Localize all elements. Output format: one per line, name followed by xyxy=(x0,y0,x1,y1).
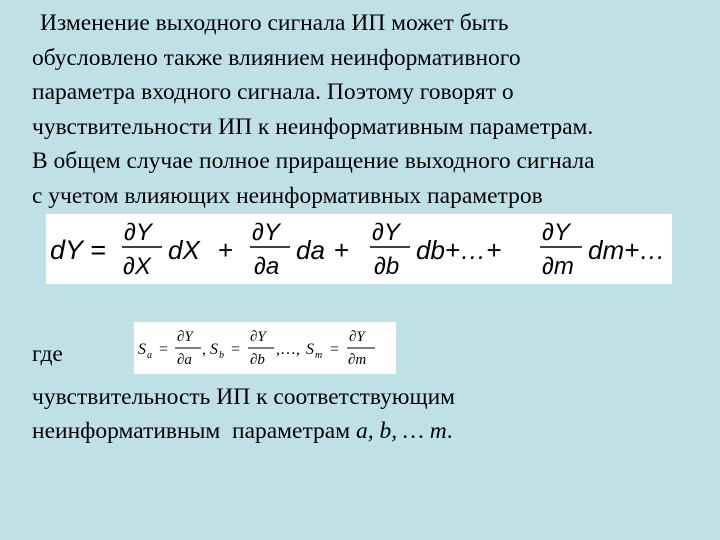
text-line: параметра входного сигнала. Поэтому говорят о xyxy=(32,79,514,105)
total-increment-formula xyxy=(46,214,672,284)
sens-numerator: ∂Y xyxy=(177,329,193,345)
sensitivity-subscript: a xyxy=(147,350,152,361)
equals-sign: = xyxy=(159,341,169,358)
plus-sign: + xyxy=(218,235,234,265)
term-numerator: ∂Y xyxy=(542,219,570,246)
sensitivity-description xyxy=(32,380,712,448)
term-denominator: ∂m xyxy=(542,253,574,280)
sensitivity-symbol: S xyxy=(138,341,146,358)
sens-numerator: ∂Y xyxy=(250,329,266,345)
text-line: В общем случае полное приращение выходного сигнала xyxy=(32,148,595,174)
sens-numerator: ∂Y xyxy=(349,329,365,345)
text-prefix: неинформативным параметрам xyxy=(32,418,356,444)
text-line: обусловлено также влиянием неинформативного xyxy=(32,44,521,71)
formula-term xyxy=(370,219,501,280)
term-denominator: ∂X xyxy=(123,253,151,280)
equals-sign: = xyxy=(330,341,340,358)
text-line: чувствительности ИП к неинформативным параметрам. xyxy=(32,113,594,140)
parameter-list: a, b, … m xyxy=(355,418,447,444)
term-denominator: ∂b xyxy=(374,253,400,280)
text-line: Изменение выходного сигнала ИП может быть xyxy=(40,10,509,36)
term-numerator: ∂Y xyxy=(252,219,280,246)
equals-sign: = xyxy=(231,341,241,358)
term-differential: da xyxy=(296,235,325,265)
sens-denominator: ∂a xyxy=(177,352,192,368)
term-numerator: ∂Y xyxy=(124,219,152,246)
separator: ,…, xyxy=(276,341,300,358)
text-line xyxy=(32,414,712,448)
sensitivity-symbol: S xyxy=(306,341,314,358)
term-numerator: ∂Y xyxy=(372,219,400,246)
sensitivity-formula xyxy=(134,322,396,374)
term-denominator: ∂a xyxy=(254,253,280,280)
sensitivity-item xyxy=(306,329,375,368)
intro-paragraph xyxy=(32,6,712,213)
formula-term xyxy=(250,219,349,280)
formula-term xyxy=(122,219,233,280)
text-line: чувствительность ИП к соответствующим xyxy=(32,384,456,410)
term-differential: dm+… xyxy=(588,235,666,265)
separator: , xyxy=(202,341,206,358)
term-differential: db+…+ xyxy=(416,235,502,265)
sensitivity-subscript: m xyxy=(315,350,323,361)
term-differential: dX xyxy=(168,235,200,265)
sensitivity-subscript: b xyxy=(219,350,224,361)
formula-term xyxy=(540,219,665,280)
plus-sign: + xyxy=(334,235,350,265)
sensitivity-item xyxy=(210,329,300,368)
sens-denominator: ∂m xyxy=(348,352,367,368)
sens-denominator: ∂b xyxy=(250,352,265,368)
formula-lhs: dY = xyxy=(50,235,106,265)
sensitivity-item xyxy=(138,329,206,368)
sensitivity-symbol: S xyxy=(210,341,218,358)
where-label: где xyxy=(32,341,63,367)
text-suffix: . xyxy=(446,418,453,444)
text-line: с учетом влияющих неинформативных параметров xyxy=(32,182,543,209)
